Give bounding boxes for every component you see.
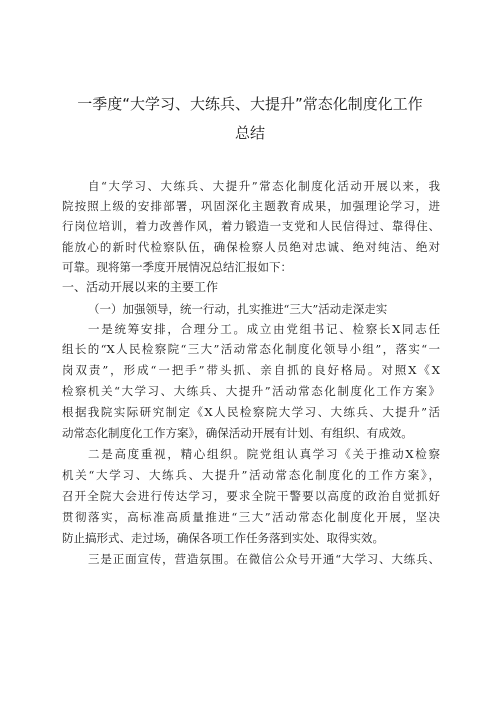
paragraph-line: 检察机关“大学习、大练兵、大提升”活动常态化制度化工作方案》 <box>62 384 440 398</box>
paragraph-line: 二是高度重视，精心组织。院党组认真学习《关于推动X检察 <box>88 447 440 461</box>
intro-line: 能放心的新时代检察队伍，确保检察人员绝对忠诚、绝对纯洁、绝对 <box>62 240 440 254</box>
paragraph-line: 一是统筹安排，合理分工。成立由党组书记、检察长X同志任 <box>88 322 440 336</box>
intro-line: 自“大学习、大练兵、大提升”常态化制度化活动开展以来，我 <box>88 179 440 193</box>
document-title-line-2: 总结 <box>234 124 265 142</box>
paragraph-line: 动常态化制度化工作方案》，确保活动开展有计划、有组织、有成效。 <box>62 426 413 440</box>
paragraph-line: 防止搞形式、走过场，确保各项工作任务落到实处、取得实效。 <box>62 531 384 545</box>
intro-line: 行岗位培训，着力改善作风，着力锻造一支党和人民信得过、靠得住、 <box>62 219 440 233</box>
intro-line: 院按照上级的安排部署，巩固深化主题教育成果，加强理论学习，进 <box>62 199 440 213</box>
paragraph-line: 岗双责”，形成“一把手”带头抓、亲自抓的良好格局。对照X《X <box>62 363 440 377</box>
paragraph-line: 机关“大学习、大练兵、大提升”活动常态化制度化的工作方案》， <box>62 468 440 482</box>
section-heading: 一、活动开展以来的主要工作 <box>62 280 219 294</box>
paragraph-line: 三是正面宣传，营造氛围。在微信公众号开通“大学习、大练兵、 <box>88 552 440 566</box>
document-title-line-1: 一季度“大学习、大练兵、大提升”常态化制度化工作 <box>77 95 423 113</box>
paragraph-line: 根据我院实际研究制定《X人民检察院大学习、大练兵、大提升”活 <box>62 405 440 419</box>
subsection-heading: （一）加强领导，统一行动，扎实推进“三大”活动走深走实 <box>88 302 388 316</box>
intro-line: 可靠。现将第一季度开展情况总结汇报如下： <box>62 260 292 274</box>
paragraph-line: 贯彻落实，高标准高质量推进“三大”活动常态化制度化开展，坚决 <box>62 510 440 524</box>
paragraph-line: 组长的“X人民检察院“三大”活动常态化制度化领导小组”，落实“一 <box>62 342 440 356</box>
paragraph-line: 召开全院大会进行传达学习，要求全院干警要以高度的政治自觉抓好 <box>62 489 440 503</box>
